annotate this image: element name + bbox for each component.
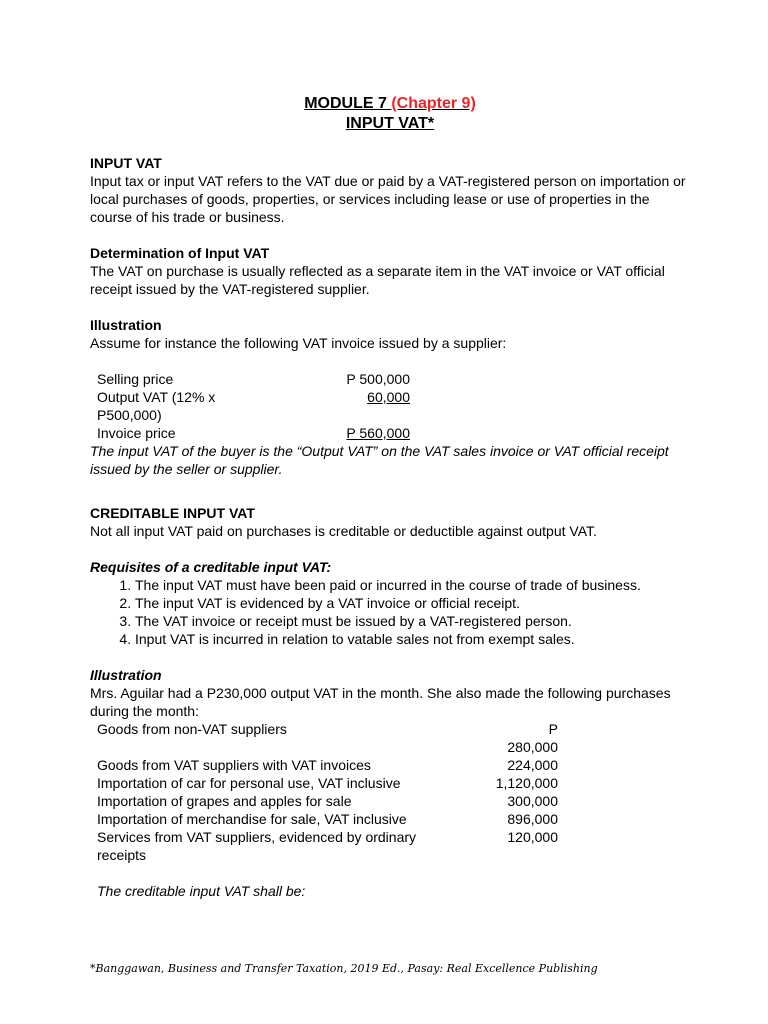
section-heading-determination: Determination of Input VAT (90, 245, 270, 261)
invoice-row-label: Selling price (97, 371, 174, 387)
purchase-row (90, 846, 690, 864)
purchase-row-amount: 120,000 (507, 829, 558, 845)
input-vat-definition: Input tax or input VAT refers to the VAT due or paid by a VAT-registered person on importation or local purchases of goods, properties, or services including lease or use of properties in the course of his trade or business. (90, 173, 686, 225)
purchase-row-label: Importation of merchandise for sale, VAT inclusive (97, 811, 407, 827)
purchase-row-amount: 896,000 (507, 811, 558, 827)
creditable-body: Not all input VAT paid on purchases is creditable or deductible against output VAT. (90, 523, 597, 539)
purchase-row (90, 720, 690, 756)
illustration-intro-2: Mrs. Aguilar had a P230,000 output VAT in the month. She also made the following purchases during the month: (90, 685, 671, 719)
currency-symbol: P (548, 721, 558, 737)
determination-body: The VAT on purchase is usually reflected as a separate item in the VAT invoice or VAT official receipt issued by the VAT-registered supplier. (90, 263, 665, 297)
requisites-heading: Requisites of a creditable input VAT: (90, 559, 332, 575)
page-title: INPUT VAT* (345, 115, 435, 132)
invoice-row (90, 388, 690, 406)
invoice-row (90, 370, 690, 388)
purchase-row (90, 810, 690, 828)
purchase-row-amount: 280,000 (507, 739, 558, 755)
list-item: 1. The input VAT must have been paid or incurred in the course of trade of business. (135, 576, 690, 594)
document-page (90, 94, 690, 900)
invoice-row-label: P500,000) (97, 407, 162, 423)
purchase-row-label: Services from VAT suppliers, evidenced by ordinary (97, 829, 417, 845)
list-item: 3. The VAT invoice or receipt must be issued by a VAT-registered person. (135, 612, 690, 630)
purchase-row-label: Importation of grapes and apples for sale (97, 793, 352, 809)
invoice-row-amount: P 500,000 (346, 371, 410, 387)
purchase-row (90, 828, 690, 846)
purchase-row-amount: 224,000 (507, 757, 558, 773)
section-heading-input-vat: INPUT VAT (90, 155, 162, 171)
module-label: MODULE 7 (304, 95, 387, 112)
invoice-row (90, 406, 690, 424)
conclusion-text: The creditable input VAT shall be: (97, 883, 306, 899)
purchase-row (90, 774, 690, 792)
illustration-intro-1: Assume for instance the following VAT invoice issued by a supplier: (90, 335, 507, 351)
purchase-row-amount: 1,120,000 (495, 775, 558, 791)
invoice-row-amount: 60,000 (367, 389, 410, 405)
invoice-table (90, 370, 690, 442)
purchase-row (90, 792, 690, 810)
invoice-row-amount: P 560,000 (346, 425, 410, 441)
list-item: 2. The input VAT is evidenced by a VAT invoice or official receipt. (135, 594, 690, 612)
chapter-label: (Chapter 9) (391, 95, 476, 112)
section-heading-creditable: CREDITABLE INPUT VAT (90, 505, 255, 521)
purchase-row-label: Importation of car for personal use, VAT inclusive (97, 775, 401, 791)
purchase-row-label: receipts (97, 847, 147, 863)
module-title (90, 94, 690, 114)
purchase-row-amount: 300,000 (507, 793, 558, 809)
purchase-row-label: Goods from non-VAT suppliers (97, 721, 287, 737)
purchase-row (90, 756, 690, 774)
purchases-table (90, 720, 690, 864)
invoice-row (90, 424, 690, 442)
illustration-heading-1: Illustration (90, 317, 162, 333)
illustration-heading-2: Illustration (90, 667, 162, 683)
requisites-list (90, 576, 690, 648)
illustration-note: The input VAT of the buyer is the “Output VAT” on the VAT sales invoice or VAT official receipt issued by the seller or supplier. (90, 443, 669, 477)
invoice-row-label: Invoice price (97, 425, 176, 441)
list-item: 4. Input VAT is incurred in relation to vatable sales not from exempt sales. (135, 630, 690, 648)
footnote-citation: *Banggawan, Business and Transfer Taxation, 2019 Ed., Pasay: Real Excellence Publishing (90, 962, 598, 975)
invoice-row-label: Output VAT (12% x (97, 389, 216, 405)
purchase-row-label: Goods from VAT suppliers with VAT invoices (97, 757, 371, 773)
